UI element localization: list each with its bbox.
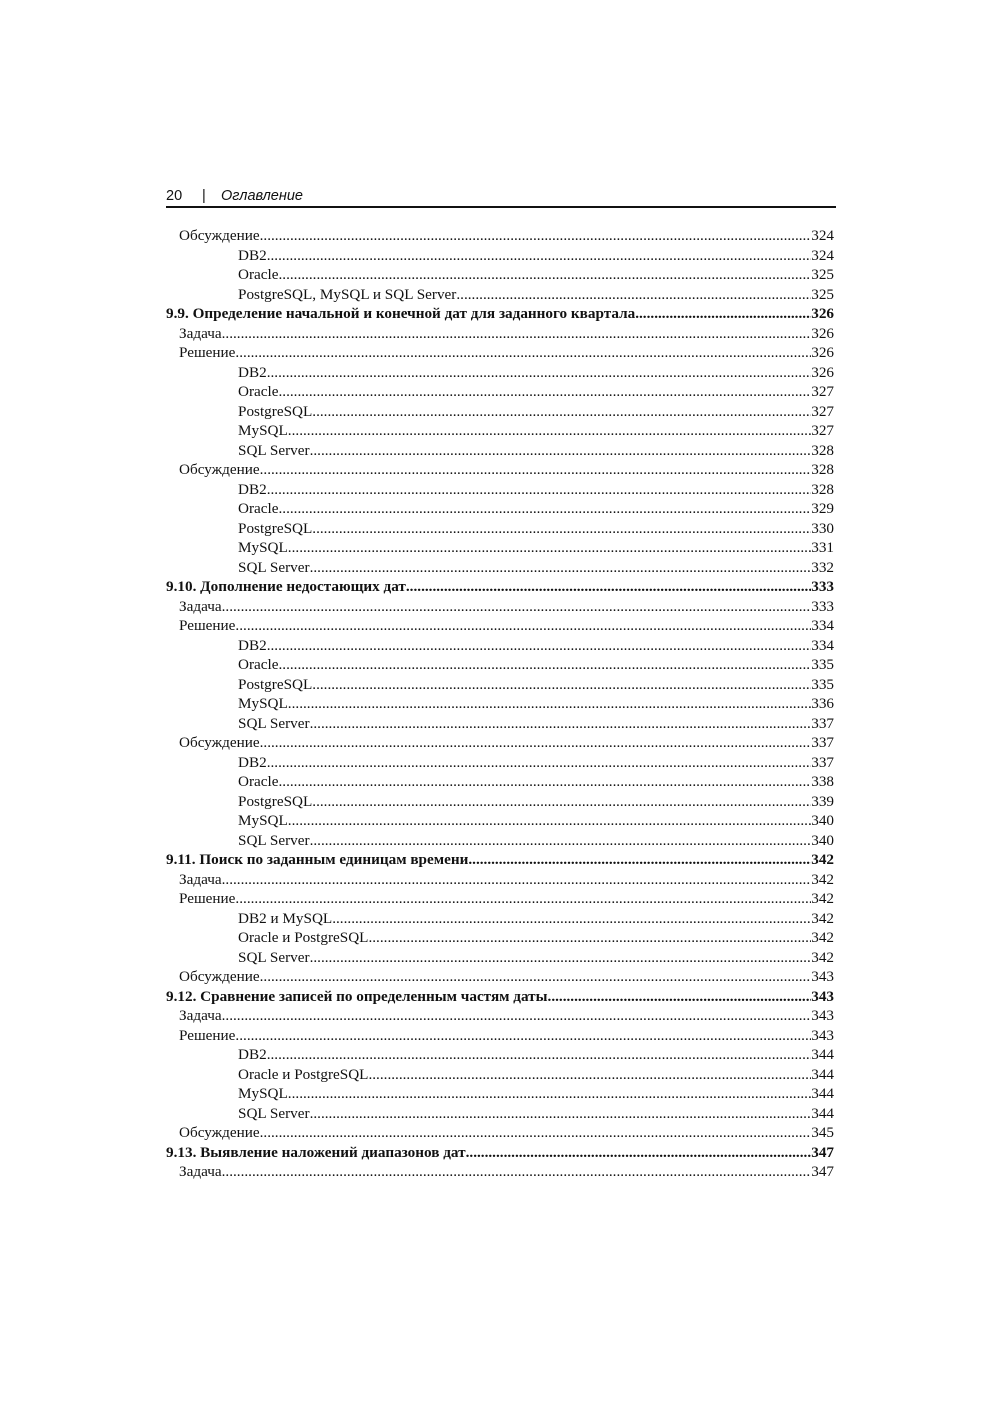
toc-entry-label: Решение bbox=[179, 890, 236, 907]
toc-entry-label: MySQL bbox=[238, 695, 288, 712]
toc-entry-page: 344 bbox=[811, 1104, 834, 1122]
toc-entry-label: Oracle и PostgreSQL bbox=[238, 929, 369, 946]
toc-leader-dots bbox=[312, 519, 811, 539]
toc-leader-dots bbox=[368, 928, 811, 948]
toc-entry-label: Обсуждение bbox=[179, 734, 260, 751]
toc-entry[interactable] bbox=[166, 870, 834, 890]
toc-entry-page: 342 bbox=[811, 890, 834, 907]
toc-entry[interactable] bbox=[166, 792, 834, 812]
toc-entry[interactable] bbox=[166, 519, 834, 539]
toc-entry[interactable] bbox=[166, 1006, 834, 1026]
toc-entry-label: Задача bbox=[179, 1163, 222, 1180]
toc-leader-dots bbox=[288, 1084, 811, 1104]
toc-entry-page: 325 bbox=[811, 285, 834, 303]
toc-leader-dots bbox=[310, 948, 812, 968]
toc-entry[interactable] bbox=[166, 948, 834, 968]
toc-entry[interactable] bbox=[166, 909, 834, 929]
toc-entry-page: 333 bbox=[811, 597, 834, 615]
toc-entry[interactable] bbox=[166, 343, 834, 363]
toc-entry-label: SQL Server bbox=[238, 1104, 310, 1122]
toc-entry-label: Oracle bbox=[238, 383, 279, 400]
toc-leader-dots bbox=[267, 753, 812, 773]
toc-entry-label: SQL Server bbox=[238, 831, 310, 849]
toc-entry-label: Обсуждение bbox=[179, 1124, 260, 1141]
toc-entry-label: Обсуждение bbox=[179, 461, 260, 478]
toc-entry-label: DB2 и MySQL bbox=[238, 909, 333, 927]
toc-leader-dots bbox=[222, 870, 812, 890]
toc-entry-label: DB2 bbox=[238, 480, 267, 498]
toc-entry-label: Oracle bbox=[238, 773, 279, 790]
toc-entry-page: 342 bbox=[811, 929, 834, 946]
toc-entry[interactable] bbox=[166, 655, 834, 675]
toc-leader-dots bbox=[222, 1162, 812, 1182]
toc-entry[interactable] bbox=[166, 733, 834, 753]
toc-entry-page: 339 bbox=[811, 792, 834, 810]
toc-entry-label: MySQL bbox=[238, 1085, 288, 1102]
toc-entry-label: Oracle bbox=[238, 500, 279, 517]
toc-leader-dots bbox=[310, 1104, 812, 1124]
toc-section-entry[interactable] bbox=[166, 577, 834, 597]
toc-entry-page: 332 bbox=[811, 558, 834, 576]
page-number: 20 bbox=[166, 188, 183, 204]
toc-entry-label: 9.11. Поиск по заданным единицам времени bbox=[166, 851, 469, 868]
toc-entry-page: 343 bbox=[811, 987, 834, 1005]
toc-entry-label: 9.13. Выявление наложений диапазонов дат bbox=[166, 1143, 466, 1161]
toc-entry-label: Решение bbox=[179, 1026, 236, 1044]
toc-entry-page: 326 bbox=[811, 344, 834, 361]
toc-leader-dots bbox=[278, 382, 811, 402]
toc-leader-dots bbox=[267, 480, 812, 500]
toc-entry-page: 347 bbox=[811, 1163, 834, 1180]
toc-entry-page: 343 bbox=[811, 1026, 834, 1044]
toc-entry-label: DB2 bbox=[238, 246, 267, 264]
toc-leader-dots bbox=[235, 1026, 811, 1046]
toc-entry[interactable] bbox=[166, 363, 834, 383]
toc-leader-dots bbox=[288, 811, 811, 831]
toc-entry[interactable] bbox=[166, 811, 834, 831]
toc-entry-page: 326 bbox=[811, 363, 834, 381]
toc-entry[interactable] bbox=[166, 558, 834, 578]
toc-entry-page: 342 bbox=[811, 909, 834, 927]
toc-entry-page: 337 bbox=[811, 714, 834, 732]
toc-leader-dots bbox=[267, 636, 812, 656]
toc-entry-label: SQL Server bbox=[238, 441, 310, 459]
toc-leader-dots bbox=[310, 558, 812, 578]
toc-entry[interactable] bbox=[166, 441, 834, 461]
toc-entry-page: 345 bbox=[811, 1124, 834, 1141]
toc-entry-page: 342 bbox=[811, 870, 834, 888]
toc-entry-page: 334 bbox=[811, 617, 834, 634]
toc-entry-page: 328 bbox=[811, 480, 834, 498]
toc-entry-page: 330 bbox=[811, 519, 834, 537]
toc-entry-page: 343 bbox=[811, 968, 834, 985]
toc-leader-dots bbox=[235, 889, 811, 909]
toc-leader-dots bbox=[406, 577, 811, 597]
toc-leader-dots bbox=[267, 1045, 812, 1065]
toc-entry-label: SQL Server bbox=[238, 714, 310, 732]
toc-entry[interactable] bbox=[166, 753, 834, 773]
toc-entry-page: 327 bbox=[811, 402, 834, 420]
toc-entry-page: 334 bbox=[811, 636, 834, 654]
toc-entry-page: 344 bbox=[811, 1046, 834, 1063]
header-separator: | bbox=[202, 188, 206, 204]
toc-entry-label: DB2 bbox=[238, 1046, 267, 1063]
toc-entry-label: PostgreSQL bbox=[238, 519, 313, 537]
toc-entry[interactable] bbox=[166, 538, 834, 558]
toc-entry[interactable] bbox=[166, 1065, 834, 1085]
toc-entry-page: 327 bbox=[811, 422, 834, 439]
toc-leader-dots bbox=[267, 363, 812, 383]
toc-leader-dots bbox=[278, 655, 811, 675]
toc-leader-dots bbox=[312, 402, 811, 422]
toc-entry[interactable] bbox=[166, 831, 834, 851]
toc-section-entry[interactable] bbox=[166, 987, 834, 1007]
toc-entry-page: 336 bbox=[811, 695, 834, 712]
toc-entry-label: PostgreSQL, MySQL и SQL Server bbox=[238, 285, 457, 303]
toc-entry-page: 337 bbox=[811, 734, 834, 751]
toc-entry[interactable] bbox=[166, 675, 834, 695]
toc-entry-page: 344 bbox=[811, 1065, 834, 1083]
toc-section-entry[interactable] bbox=[166, 1143, 834, 1163]
toc-leader-dots bbox=[312, 792, 811, 812]
toc-entry-label: PostgreSQL bbox=[238, 402, 313, 420]
toc-entry[interactable] bbox=[166, 246, 834, 266]
toc-entry[interactable] bbox=[166, 226, 834, 246]
toc-leader-dots bbox=[466, 1143, 812, 1163]
toc-entry-label: Задача bbox=[179, 1007, 222, 1024]
toc-leader-dots bbox=[310, 831, 812, 851]
toc-entry-page: 324 bbox=[811, 246, 834, 264]
toc-entry[interactable] bbox=[166, 616, 834, 636]
toc-leader-dots bbox=[332, 909, 811, 929]
toc-entry-page: 335 bbox=[811, 656, 834, 673]
toc-entry[interactable] bbox=[166, 1084, 834, 1104]
toc-entry-label: Oracle bbox=[238, 266, 279, 283]
toc-entry-page: 347 bbox=[811, 1143, 834, 1161]
toc-leader-dots bbox=[235, 616, 811, 636]
toc-entry-page: 340 bbox=[811, 812, 834, 829]
toc-leader-dots bbox=[278, 499, 811, 519]
toc-leader-dots bbox=[456, 285, 811, 305]
toc-leader-dots bbox=[260, 733, 812, 753]
toc-section-entry[interactable] bbox=[166, 850, 834, 870]
toc-entry-label: Oracle bbox=[238, 656, 279, 673]
toc-entry[interactable] bbox=[166, 772, 834, 792]
toc-entry-page: 343 bbox=[811, 1007, 834, 1024]
toc-entry-page: 326 bbox=[811, 324, 834, 342]
toc-entry-label: Задача bbox=[179, 597, 222, 615]
toc-entry[interactable] bbox=[166, 714, 834, 734]
toc-entry-page: 327 bbox=[811, 383, 834, 400]
toc-entry-label: Обсуждение bbox=[179, 968, 260, 985]
toc-entry[interactable] bbox=[166, 402, 834, 422]
toc-leader-dots bbox=[310, 441, 812, 461]
table-of-contents bbox=[166, 226, 834, 1182]
toc-leader-dots bbox=[288, 421, 811, 441]
toc-entry-label: DB2 bbox=[238, 636, 267, 654]
toc-entry-label: Обсуждение bbox=[179, 227, 260, 244]
toc-entry[interactable] bbox=[166, 967, 834, 987]
toc-entry[interactable] bbox=[166, 1162, 834, 1182]
toc-entry-label: Oracle и PostgreSQL bbox=[238, 1065, 369, 1083]
toc-entry-label: MySQL bbox=[238, 812, 288, 829]
toc-entry-label: SQL Server bbox=[238, 558, 310, 576]
toc-entry-label: PostgreSQL bbox=[238, 675, 313, 693]
toc-entry-label: Задача bbox=[179, 324, 222, 342]
toc-leader-dots bbox=[278, 772, 811, 792]
toc-entry[interactable] bbox=[166, 1104, 834, 1124]
toc-entry-page: 342 bbox=[811, 948, 834, 966]
toc-entry-label: Решение bbox=[179, 344, 236, 361]
toc-leader-dots bbox=[235, 343, 811, 363]
toc-leader-dots bbox=[288, 538, 811, 558]
toc-entry[interactable] bbox=[166, 1123, 834, 1143]
toc-leader-dots bbox=[310, 714, 812, 734]
toc-leader-dots bbox=[468, 850, 811, 870]
toc-entry[interactable] bbox=[166, 265, 834, 285]
toc-entry-page: 335 bbox=[811, 675, 834, 693]
toc-leader-dots bbox=[222, 324, 812, 344]
toc-leader-dots bbox=[312, 675, 811, 695]
toc-entry-label: SQL Server bbox=[238, 948, 310, 966]
toc-entry-page: 342 bbox=[811, 851, 834, 868]
toc-entry[interactable] bbox=[166, 285, 834, 305]
toc-entry[interactable] bbox=[166, 636, 834, 656]
toc-entry[interactable] bbox=[166, 928, 834, 948]
toc-entry[interactable] bbox=[166, 382, 834, 402]
toc-leader-dots bbox=[260, 1123, 812, 1143]
toc-entry-page: 329 bbox=[811, 500, 834, 517]
toc-entry-label: DB2 bbox=[238, 753, 267, 771]
toc-leader-dots bbox=[267, 246, 812, 266]
toc-entry[interactable] bbox=[166, 1026, 834, 1046]
toc-leader-dots bbox=[548, 987, 812, 1007]
toc-entry[interactable] bbox=[166, 1045, 834, 1065]
toc-entry[interactable] bbox=[166, 597, 834, 617]
toc-entry[interactable] bbox=[166, 324, 834, 344]
toc-leader-dots bbox=[278, 265, 811, 285]
toc-entry-label: 9.9. Определение начальной и конечной дат для заданного квартала bbox=[166, 305, 636, 322]
toc-entry-page: 331 bbox=[811, 539, 834, 556]
running-title: Оглавление bbox=[221, 188, 303, 204]
toc-entry-page: 344 bbox=[811, 1085, 834, 1102]
toc-entry[interactable] bbox=[166, 889, 834, 909]
toc-entry[interactable] bbox=[166, 460, 834, 480]
toc-entry[interactable] bbox=[166, 421, 834, 441]
toc-entry-label: Решение bbox=[179, 617, 236, 634]
toc-leader-dots bbox=[368, 1065, 811, 1085]
toc-entry-label: 9.10. Дополнение недостающих дат bbox=[166, 578, 406, 595]
toc-leader-dots bbox=[222, 597, 812, 617]
toc-entry[interactable] bbox=[166, 694, 834, 714]
toc-entry-label: PostgreSQL bbox=[238, 792, 313, 810]
toc-leader-dots bbox=[222, 1006, 812, 1026]
toc-leader-dots bbox=[260, 226, 812, 246]
toc-entry[interactable] bbox=[166, 480, 834, 500]
toc-entry-label: 9.12. Сравнение записей по определенным частям даты bbox=[166, 987, 548, 1005]
toc-entry-page: 333 bbox=[811, 578, 834, 595]
toc-section-entry[interactable] bbox=[166, 304, 834, 324]
toc-leader-dots bbox=[260, 967, 812, 987]
toc-leader-dots bbox=[288, 694, 811, 714]
toc-entry-page: 325 bbox=[811, 266, 834, 283]
toc-entry-page: 326 bbox=[811, 305, 834, 322]
toc-leader-dots bbox=[635, 304, 811, 324]
toc-entry-label: DB2 bbox=[238, 363, 267, 381]
toc-leader-dots bbox=[260, 460, 812, 480]
toc-entry-page: 328 bbox=[811, 441, 834, 459]
toc-entry-label: MySQL bbox=[238, 539, 288, 556]
header-rule bbox=[166, 206, 836, 208]
toc-entry-label: MySQL bbox=[238, 422, 288, 439]
page-header bbox=[166, 186, 836, 206]
toc-entry-page: 338 bbox=[811, 773, 834, 790]
toc-entry-page: 340 bbox=[811, 831, 834, 849]
toc-entry-page: 337 bbox=[811, 753, 834, 771]
toc-entry-page: 328 bbox=[811, 461, 834, 478]
toc-entry-page: 324 bbox=[811, 227, 834, 244]
toc-entry[interactable] bbox=[166, 499, 834, 519]
toc-entry-label: Задача bbox=[179, 870, 222, 888]
